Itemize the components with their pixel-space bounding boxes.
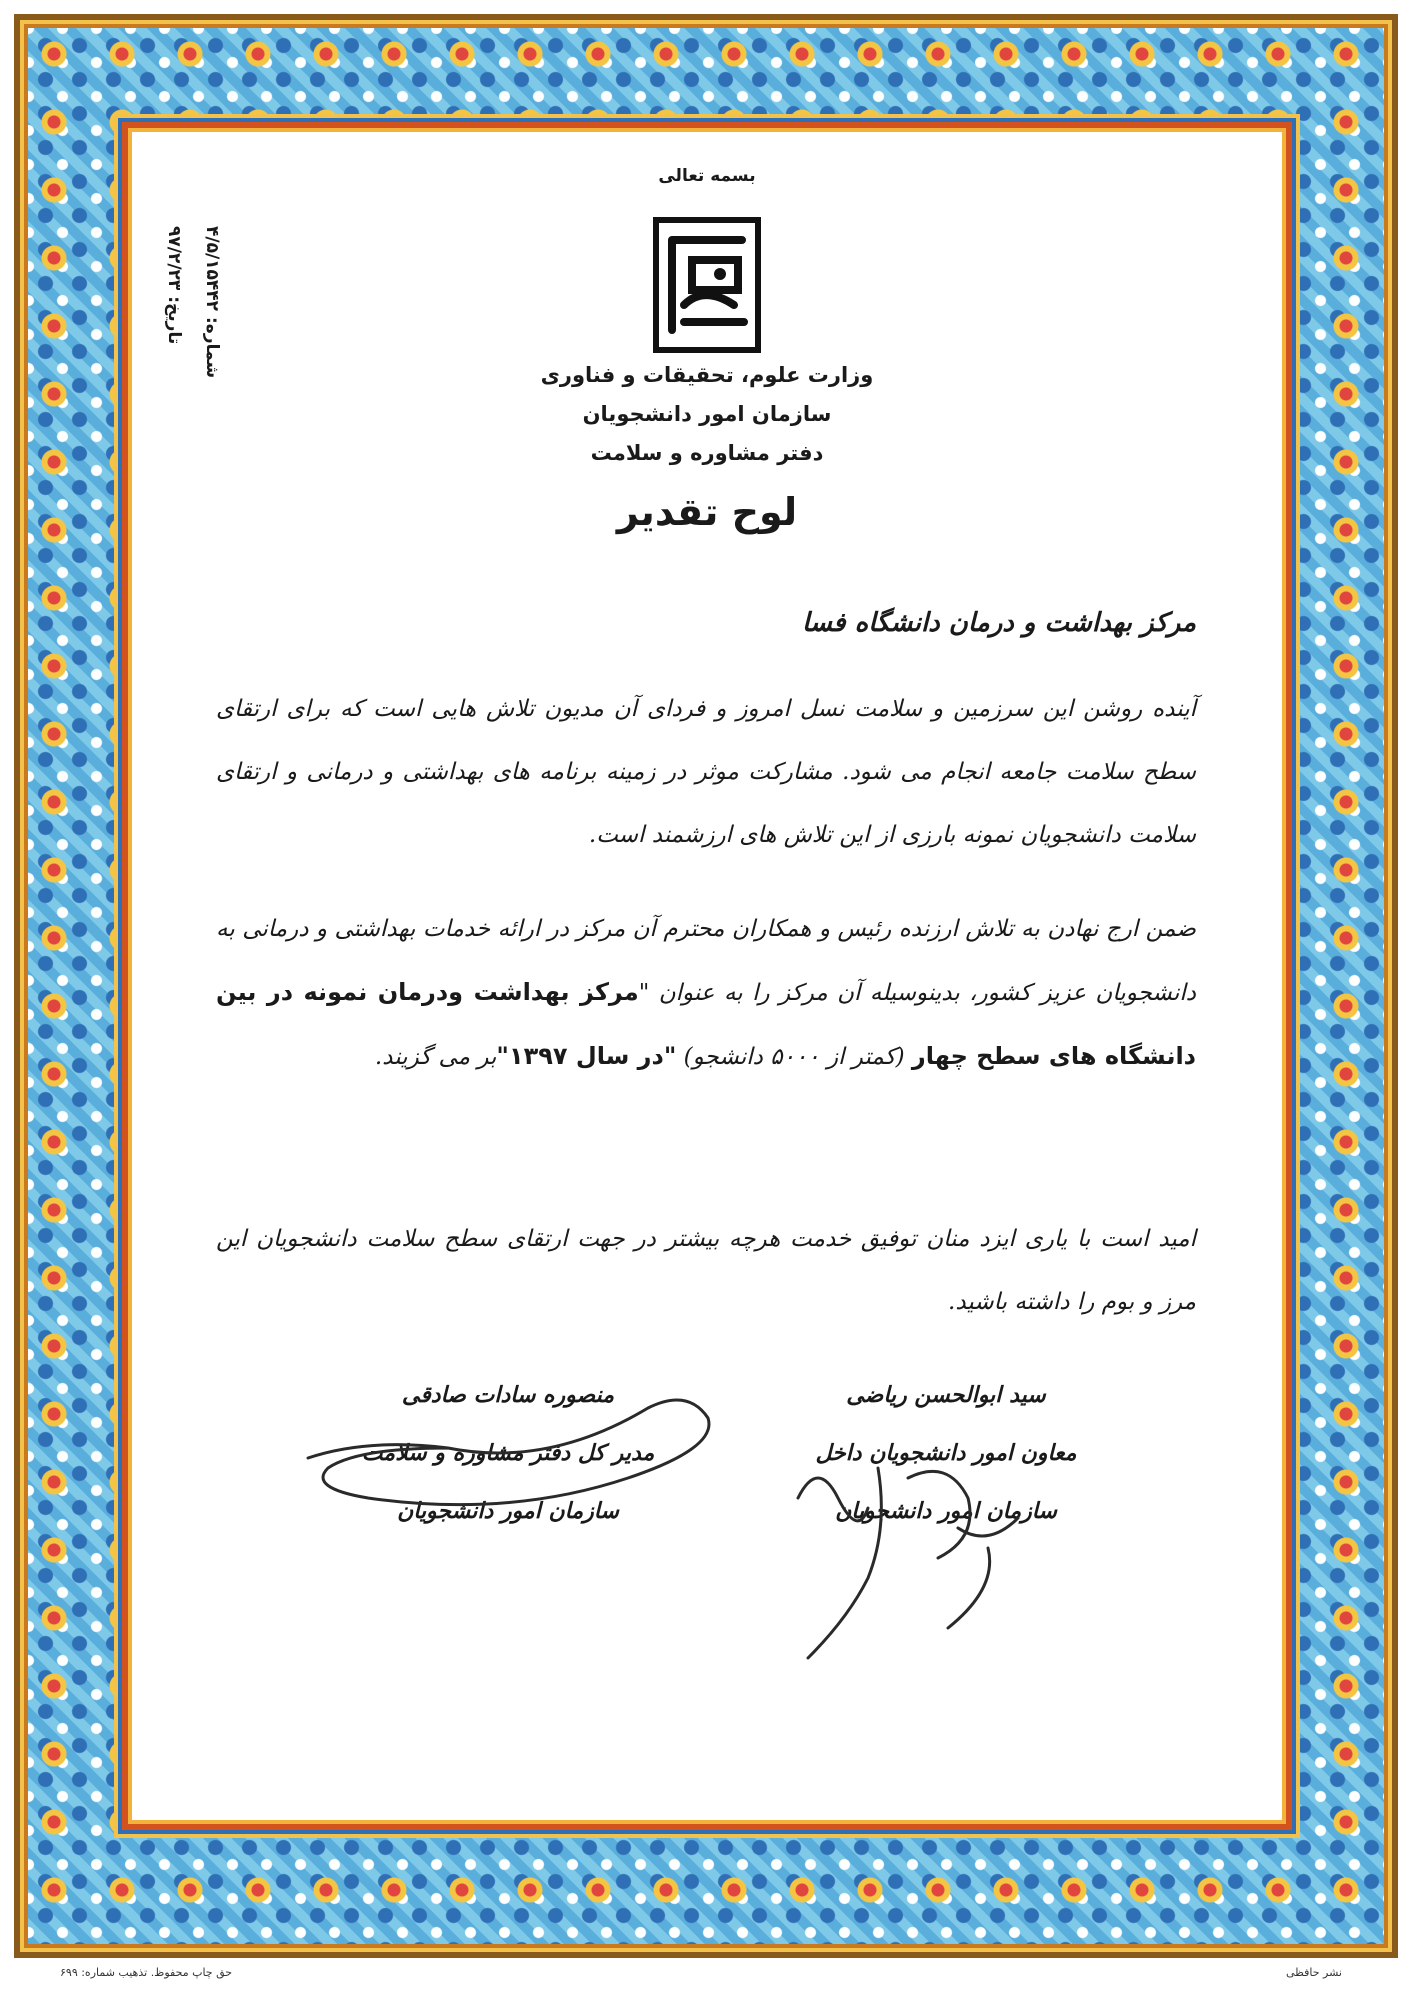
document-date: تاریخ: ۹۷/۲/۲۳ xyxy=(164,226,184,345)
award-text-middle: (کمتر از ۵۰۰۰ دانشجو) xyxy=(676,1044,912,1070)
organization-logo xyxy=(632,210,782,360)
document-meta xyxy=(164,226,244,426)
office-name: دفتر مشاوره و سلامت xyxy=(590,441,824,465)
recipient-name: مرکز بهداشت و درمان دانشگاه فسا xyxy=(802,608,1196,638)
signature-block-left xyxy=(328,1366,688,1540)
ministry-name: وزارت علوم، تحقیقات و فناوری xyxy=(540,363,874,387)
signer-name: سید ابوالحسن ریاضی xyxy=(846,1382,1046,1408)
footer-publisher: نشر حافظی xyxy=(1285,1966,1342,1979)
signer-organization: سازمان امور دانشجویان xyxy=(835,1498,1057,1524)
signer-role: مدیر کل دفتر مشاوره و سلامت xyxy=(361,1440,655,1466)
document-number: شماره: ۴/۵/۱۵۴۴۲ xyxy=(202,226,222,379)
paragraph-intro: آینده روشن این سرزمین و سلامت نسل امروز و فردای آن مدیون تلاش هایی است که برای ارتقای سطح سلامت جامعه انجام می شود. مشارکت موثر در زمینه برنامه های بهداشتی و درمانی و ارتقای سلامت دانشجویان نمونه بارزی از این تلاش های ارزشمند است. xyxy=(216,696,1196,848)
award-title: مرکز بهداشت ودرمان نمونه در بین دانشگاه های سطح چهار xyxy=(216,978,1196,1070)
certificate-title: لوح تقدیر xyxy=(616,490,798,534)
bismillah-heading: بسمه تعالی xyxy=(658,166,756,186)
signer-organization: سازمان امور دانشجویان xyxy=(397,1498,619,1524)
paragraph-closing: امید است با یاری ایزد منان توفیق خدمت هرچه بیشتر در جهت ارتقای سطح سلامت دانشجویان این مرز و بوم را داشته باشید. xyxy=(216,1226,1196,1315)
certificate-content xyxy=(138,138,1276,1814)
signer-role: معاون امور دانشجویان داخل xyxy=(815,1440,1077,1466)
paragraph-award xyxy=(216,898,1196,1089)
award-year: "در سال ۱۳۹۷" xyxy=(496,1042,677,1070)
award-text-start: ضمن ارج نهادن به تلاش ارزنده رئیس و همکاران محترم آن مرکز در ارائه خدمات بهداشتی و درمانی به دانشجویان عزیز کشور، بدینوسیله آن مرکز را به عنوان " xyxy=(216,916,1196,1006)
award-text-end: بر می گزیند. xyxy=(374,1044,497,1070)
footer-copyright: حق چاپ محفوظ. تذهیب شماره: ۶۹۹ xyxy=(60,1966,233,1979)
signature-block-right xyxy=(766,1366,1126,1540)
signer-name: منصوره سادات صادقی xyxy=(401,1382,615,1408)
organization-name: سازمان امور دانشجویان xyxy=(582,402,832,426)
